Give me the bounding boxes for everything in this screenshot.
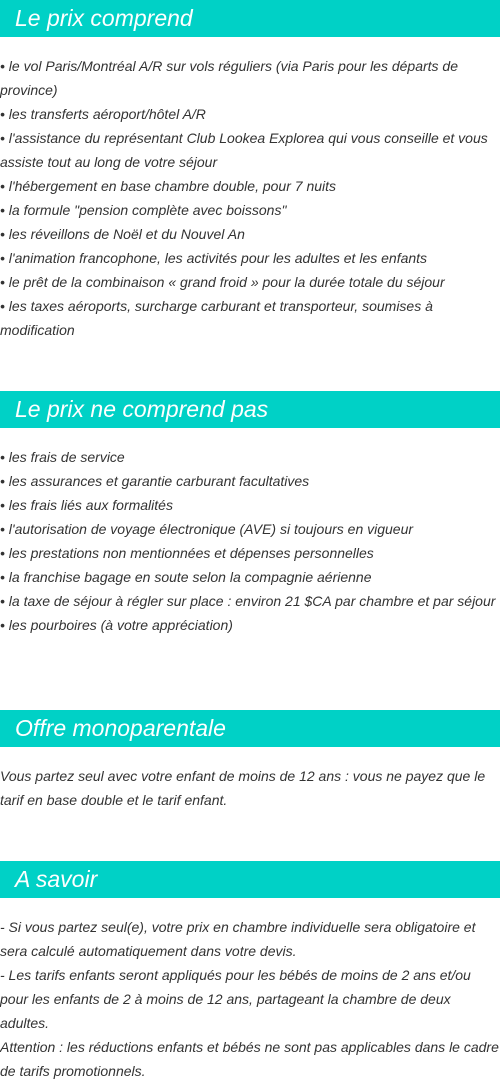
list-item: • la formule "pension complète avec boissons"	[0, 202, 287, 218]
list-item: • l'hébergement en base chambre double, pour 7 nuits	[0, 178, 337, 194]
list-item: • les transferts aéroport/hôtel A/R	[0, 106, 206, 122]
list-item: • les prestations non mentionnées et dépenses personnelles	[0, 545, 374, 561]
list-item: • les taxes aéroports, surcharge carburant et transporteur, soumises à modification	[0, 298, 433, 338]
list-item: • l'autorisation de voyage électronique (AVE) si toujours en vigueur	[0, 521, 414, 537]
list-item: • les pourboires (à votre appréciation)	[0, 617, 233, 633]
list-item: • l'assistance du représentant Club Lookea Explorea qui vous conseille et vous assiste tout au long de votre séjour	[0, 130, 488, 170]
single-parent-offer-text	[0, 764, 500, 812]
list-item: • les assurances et garantie carburant facultatives	[0, 473, 310, 489]
section-header-single-parent-offer: Offre monoparentale	[0, 710, 500, 747]
price-excludes-list	[0, 445, 500, 637]
list-item: • les frais liés aux formalités	[0, 497, 173, 513]
list-item: • les réveillons de Noël et du Nouvel An	[0, 226, 245, 242]
list-item: • la franchise bagage en soute selon la compagnie aérienne	[0, 569, 372, 585]
list-item: • la taxe de séjour à régler sur place : environ 21 $CA par chambre et par séjour	[0, 593, 496, 609]
paragraph: - Si vous partez seul(e), votre prix en chambre individuelle sera obligatoire et sera calculé automatiquement dans votre devis.	[0, 919, 476, 959]
list-item: • le vol Paris/Montréal A/R sur vols réguliers (via Paris pour les départs de province)	[0, 58, 459, 98]
list-item: • le prêt de la combinaison « grand froid » pour la durée totale du séjour	[0, 274, 445, 290]
paragraph: - Les tarifs enfants seront appliqués pour les bébés de moins de 2 ans et/ou pour les enfants de 2 à moins de 12 ans, partageant la chambre de deux adultes.	[0, 967, 471, 1031]
section-header-good-to-know: A savoir	[0, 861, 500, 898]
section-header-price-includes: Le prix comprend	[0, 0, 500, 37]
price-includes-list	[0, 54, 500, 342]
paragraph: Vous partez seul avec votre enfant de moins de 12 ans : vous ne payez que le tarif en base double et le tarif enfant.	[0, 768, 486, 808]
paragraph: Attention : les réductions enfants et bébés ne sont pas applicables dans le cadre de tarifs promotionnels.	[0, 1039, 499, 1079]
section-header-price-excludes: Le prix ne comprend pas	[0, 391, 500, 428]
list-item: • les frais de service	[0, 449, 125, 465]
list-item: • l'animation francophone, les activités pour les adultes et les enfants	[0, 250, 428, 266]
